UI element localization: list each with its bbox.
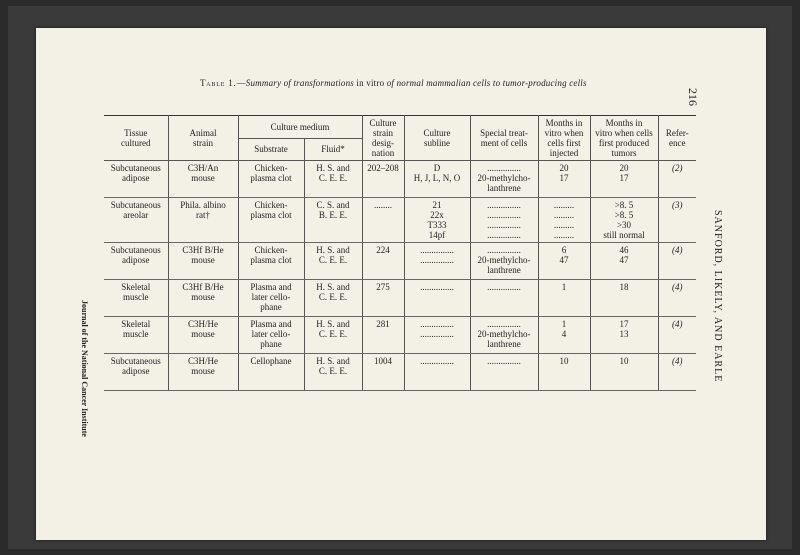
cell-special: ............... bbox=[470, 354, 538, 391]
header-animal: Animal strain bbox=[168, 116, 238, 161]
cell-animal: C3H/He mouse bbox=[168, 317, 238, 354]
cell-strain: 1004 bbox=[362, 354, 404, 391]
title-part-1: Summary of transformations bbox=[245, 78, 354, 88]
header-subline: Culture subline bbox=[404, 116, 470, 161]
cell-tissue: Skeletal muscle bbox=[104, 280, 168, 317]
running-head: SANFORD, LIKELY, AND EARLE bbox=[712, 210, 723, 383]
cell-strain: 275 bbox=[362, 280, 404, 317]
cell-tumors: 18 bbox=[590, 280, 658, 317]
cell-tumors: 10 bbox=[590, 354, 658, 391]
cell-subline: ............... ............... bbox=[404, 243, 470, 280]
cell-substrate: Plasma and later cello- phane bbox=[238, 317, 304, 354]
cell-reference: (4) bbox=[658, 317, 696, 354]
cell-tumors: 20 17 bbox=[590, 161, 658, 198]
table-title bbox=[200, 78, 630, 88]
cell-fluid: C. S. and B. E. E. bbox=[304, 198, 362, 243]
table-row bbox=[104, 317, 696, 354]
cell-special: ............... 20-methylcho- lanthrene bbox=[470, 243, 538, 280]
table-row bbox=[104, 198, 696, 243]
title-part-2: in vitro bbox=[353, 78, 387, 88]
table-row bbox=[104, 280, 696, 317]
table-label: Table 1. bbox=[200, 78, 237, 88]
header-substrate: Substrate bbox=[238, 138, 304, 161]
cell-animal: C3H/An mouse bbox=[168, 161, 238, 198]
cell-subline: 21 22x T333 14pf bbox=[404, 198, 470, 243]
cell-tissue: Skeletal muscle bbox=[104, 317, 168, 354]
cell-injected: 6 47 bbox=[538, 243, 590, 280]
cell-subline: ............... bbox=[404, 354, 470, 391]
cell-strain: ........ bbox=[362, 198, 404, 243]
title-part-3: of normal mammalian cells to tumor-producing cells bbox=[386, 78, 587, 88]
cell-animal: C3Hf B/He mouse bbox=[168, 243, 238, 280]
cell-subline: ............... bbox=[404, 280, 470, 317]
cell-substrate: Cellophane bbox=[238, 354, 304, 391]
cell-tissue: Subcutaneous adipose bbox=[104, 354, 168, 391]
cell-reference: (2) bbox=[658, 161, 696, 198]
summary-table bbox=[104, 115, 696, 391]
cell-fluid: H. S. and C. E. E. bbox=[304, 280, 362, 317]
cell-tissue: Subcutaneous adipose bbox=[104, 161, 168, 198]
cell-animal: C3Hf B/He mouse bbox=[168, 280, 238, 317]
table-row bbox=[104, 243, 696, 280]
cell-subline: D H, J, L, N, O bbox=[404, 161, 470, 198]
cell-subline: ............... ............... bbox=[404, 317, 470, 354]
journal-name: Journal of the National Cancer Institute bbox=[80, 300, 89, 437]
cell-substrate: Chicken- plasma clot bbox=[238, 198, 304, 243]
cell-special: ............... 20-methylcho- lanthrene bbox=[470, 161, 538, 198]
header-fluid: Fluid* bbox=[304, 138, 362, 161]
cell-substrate: Chicken- plasma clot bbox=[238, 161, 304, 198]
cell-reference: (3) bbox=[658, 198, 696, 243]
cell-substrate: Plasma and later cello- phane bbox=[238, 280, 304, 317]
header-special: Special treat- ment of cells bbox=[470, 116, 538, 161]
cell-fluid: H. S. and C. E. E. bbox=[304, 161, 362, 198]
header-months-tumors: Months in vitro when cells first produced tumors bbox=[590, 116, 658, 161]
cell-strain: 281 bbox=[362, 317, 404, 354]
header-months-injected: Months in vitro when cells first injected bbox=[538, 116, 590, 161]
cell-fluid: H. S. and C. E. E. bbox=[304, 317, 362, 354]
cell-fluid: H. S. and C. E. E. bbox=[304, 243, 362, 280]
cell-strain: 224 bbox=[362, 243, 404, 280]
cell-fluid: H. S. and C. E. E. bbox=[304, 354, 362, 391]
cell-injected: 1 4 bbox=[538, 317, 590, 354]
cell-reference: (4) bbox=[658, 354, 696, 391]
cell-tumors: >8. 5 >8. 5 >30 still normal bbox=[590, 198, 658, 243]
cell-special: ............... ............... ............... ............... bbox=[470, 198, 538, 243]
cell-injected: ......... ......... ......... ......... bbox=[538, 198, 590, 243]
cell-tumors: 17 13 bbox=[590, 317, 658, 354]
cell-special: ............... 20-methylcho- lanthrene bbox=[470, 317, 538, 354]
header-tissue: Tissue cultured bbox=[104, 116, 168, 161]
cell-special: ............... bbox=[470, 280, 538, 317]
cell-injected: 10 bbox=[538, 354, 590, 391]
cell-animal: C3H/He mouse bbox=[168, 354, 238, 391]
cell-animal: Phila. albino rat† bbox=[168, 198, 238, 243]
cell-tumors: 46 47 bbox=[590, 243, 658, 280]
cell-injected: 20 17 bbox=[538, 161, 590, 198]
cell-injected: 1 bbox=[538, 280, 590, 317]
page-number: 216 bbox=[686, 88, 700, 106]
header-culture-medium: Culture medium bbox=[238, 116, 362, 139]
header-reference: Refer- ence bbox=[658, 116, 696, 161]
title-dash: — bbox=[236, 78, 246, 88]
cell-tissue: Subcutaneous adipose bbox=[104, 243, 168, 280]
cell-tissue: Subcutaneous areolar bbox=[104, 198, 168, 243]
header-strain: Culture strain desig- nation bbox=[362, 116, 404, 161]
header-row bbox=[104, 116, 696, 139]
table-row bbox=[104, 354, 696, 391]
cell-reference: (4) bbox=[658, 243, 696, 280]
cell-strain: 202–208 bbox=[362, 161, 404, 198]
table-row bbox=[104, 161, 696, 198]
cell-substrate: Chicken- plasma clot bbox=[238, 243, 304, 280]
cell-reference: (4) bbox=[658, 280, 696, 317]
